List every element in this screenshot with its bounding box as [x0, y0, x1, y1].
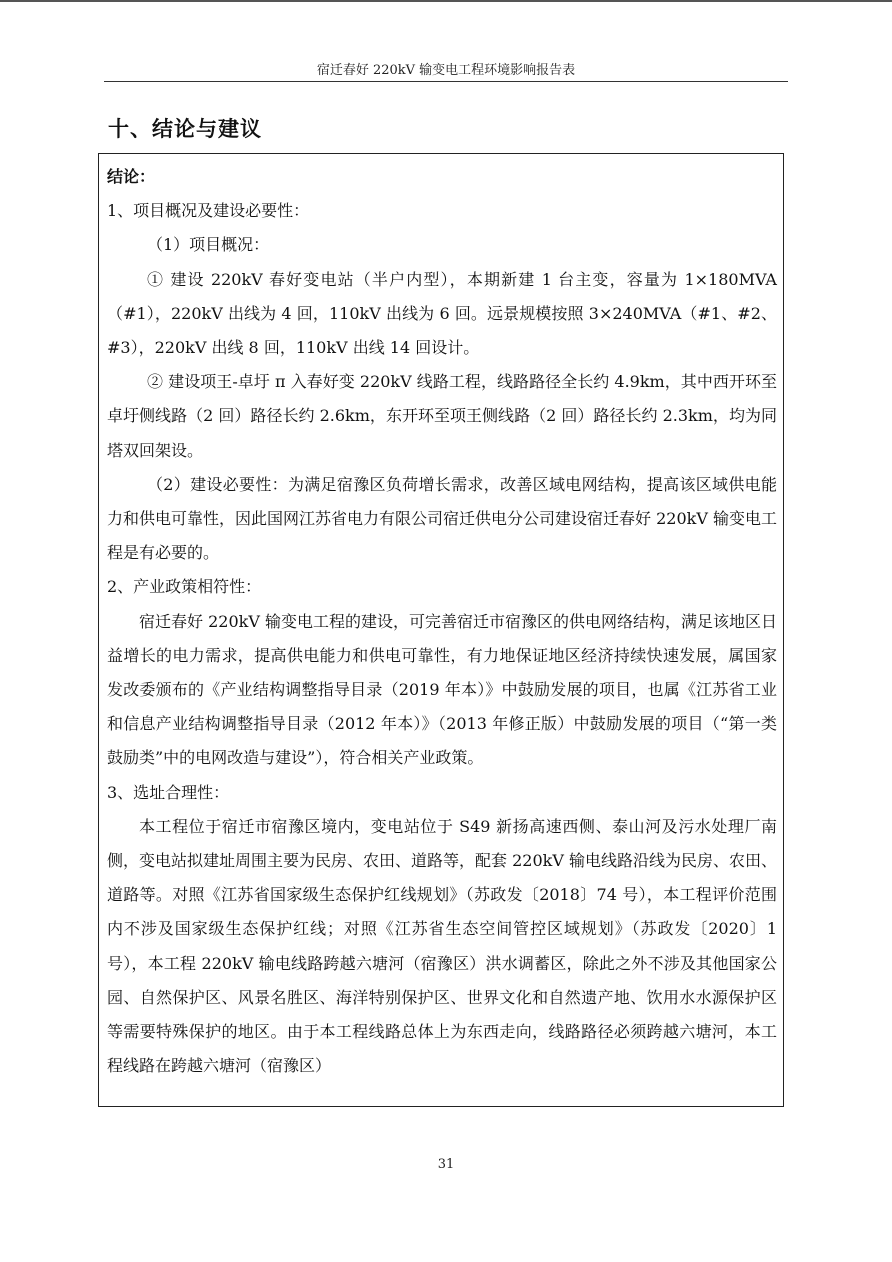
heading-site-selection: 3、选址合理性：	[107, 782, 230, 802]
page-top-border	[0, 0, 892, 2]
paragraph-line-project: ② 建设项王-卓圩 π 入春好变 220kV 线路工程，线路路径全长约 4.9km，其中西开环至卓圩侧线路（2 回）路径长约 2.6km，东开环至项王侧线路（2 回）路径长约 2.3km，均为同塔双回架设。	[107, 372, 777, 460]
header-rule	[104, 81, 788, 82]
paragraph-substation: ① 建设 220kV 春好变电站（半户内型），本期新建 1 台主变，容量为 1×180MVA（#1），220kV 出线为 4 回，110kV 出线为 6 回。远景规模按照 3×240MVA（#1、#2、#3），220kV 出线 8 回，110kV 出线 14 回设计。	[107, 269, 777, 358]
section-title: 十、结论与建议	[108, 117, 262, 141]
page-number: 31	[437, 1157, 455, 1172]
heading-industrial-policy: 2、产业政策相符性：	[107, 577, 262, 597]
paragraph-necessity: （2）建设必要性：为满足宿豫区负荷增长需求，改善区域电网结构，提高该区域供电能力和供电可靠性，因此国网江苏省电力有限公司宿迁供电分公司建设宿迁春好 220kV 输变电工程是有必要的。	[107, 474, 777, 563]
paragraph-site-selection: 本工程位于宿迁市宿豫区境内，变电站位于 S49 新扬高速西侧、泰山河及污水处理厂南侧，变电站拟建址周围主要为民房、农田、道路等，配套 220kV 输电线路沿线为民房、农田、道路等。对照《江苏省国家级生态保护红线规划》（苏政发〔2018〕74 号），本工程评价范围内不涉及国家级生态保护红线；对照《江苏省生态空间管控区域规划》（苏政发〔2020〕1 号），本工程 220kV 输电线路跨越六塘河（宿豫区）洪水调蓄区，除此之外不涉及其他国家公园、自然保护区、风景名胜区、海洋特别保护区、世界文化和自然遗产地、饮用水水源保护区等需要特殊保护的地区。由于本工程线路总体上为东西走向，线路路径必须跨越六塘河，本工程线路在跨越六塘河（宿豫区）	[107, 816, 777, 1076]
running-header: 宿迁春好 220kV 输变电工程环境影响报告表	[316, 63, 576, 78]
conclusion-label: 结论：	[107, 167, 156, 186]
paragraph-industrial-policy: 宿迁春好 220kV 输变电工程的建设，可完善宿迁市宿豫区的供电网络结构，满足该地区日益增长的电力需求，提高供电能力和供电可靠性，有力地保证地区经济持续快速发展，属国家发改委颁布的《产业结构调整指导目录（2019 年本）》中鼓励发展的项目，也属《江苏省工业和信息产业结构调整指导目录（2012 年本）》（2013 年修正版）中鼓励发展的项目（“第一类鼓励类”中的电网改造与建设”），符合相关产业政策。	[107, 611, 777, 768]
conclusion-box	[98, 153, 784, 1107]
heading-project-overview: 1、项目概况及建设必要性：	[107, 201, 310, 221]
subheading-project-overview: （1）项目概况：	[147, 235, 270, 255]
